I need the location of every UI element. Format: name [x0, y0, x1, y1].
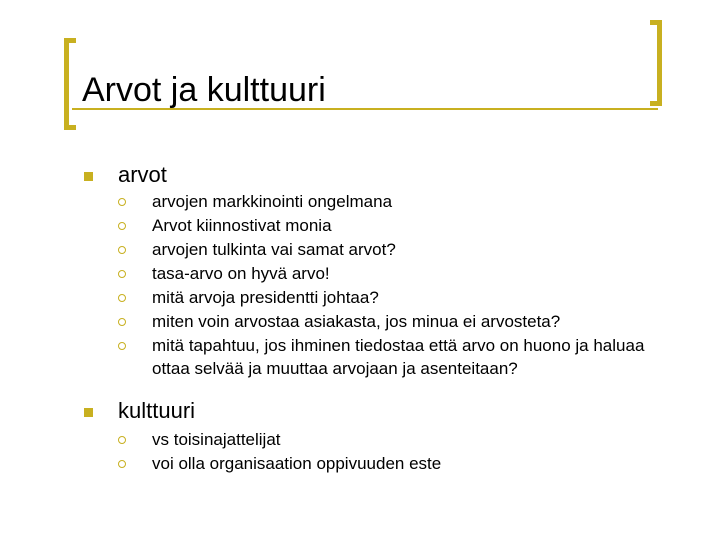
list-item: mitä arvoja presidentti johtaa? — [152, 288, 379, 307]
circle-bullet-icon — [118, 246, 126, 254]
list-item: tasa-arvo on hyvä arvo! — [152, 264, 330, 283]
circle-bullet-icon — [118, 342, 126, 350]
circle-bullet-icon — [118, 270, 126, 278]
list-item: mitä tapahtuu, jos ihminen tiedostaa että arvo on huono ja haluaa ottaa selvää ja muuttaa arvojaan ja asenteitaan? — [152, 336, 645, 378]
list-item: voi olla organisaation oppivuuden este — [152, 454, 442, 473]
circle-bullet-icon — [118, 222, 126, 230]
list-item: arvojen tulkinta vai samat arvot? — [152, 240, 396, 259]
section-heading-kulttuuri: kulttuuri — [118, 398, 196, 423]
list-item: Arvot kiinnostivat monia — [152, 216, 332, 235]
list-item: arvojen markkinointi ongelmana — [152, 192, 393, 211]
square-bullet-icon — [84, 408, 93, 417]
circle-bullet-icon — [118, 198, 126, 206]
list-item: vs toisinajattelijat — [152, 430, 281, 449]
circle-bullet-icon — [118, 460, 126, 468]
list-item: miten voin arvostaa asiakasta, jos minua ei arvosteta? — [152, 312, 561, 331]
circle-bullet-icon — [118, 436, 126, 444]
circle-bullet-icon — [118, 318, 126, 326]
slide-title: Arvot ja kulttuuri — [82, 71, 326, 109]
circle-bullet-icon — [118, 294, 126, 302]
title-bracket-left — [64, 38, 76, 130]
section-heading-arvot: arvot — [118, 162, 167, 187]
title-bracket-right — [650, 20, 662, 106]
square-bullet-icon — [84, 172, 93, 181]
